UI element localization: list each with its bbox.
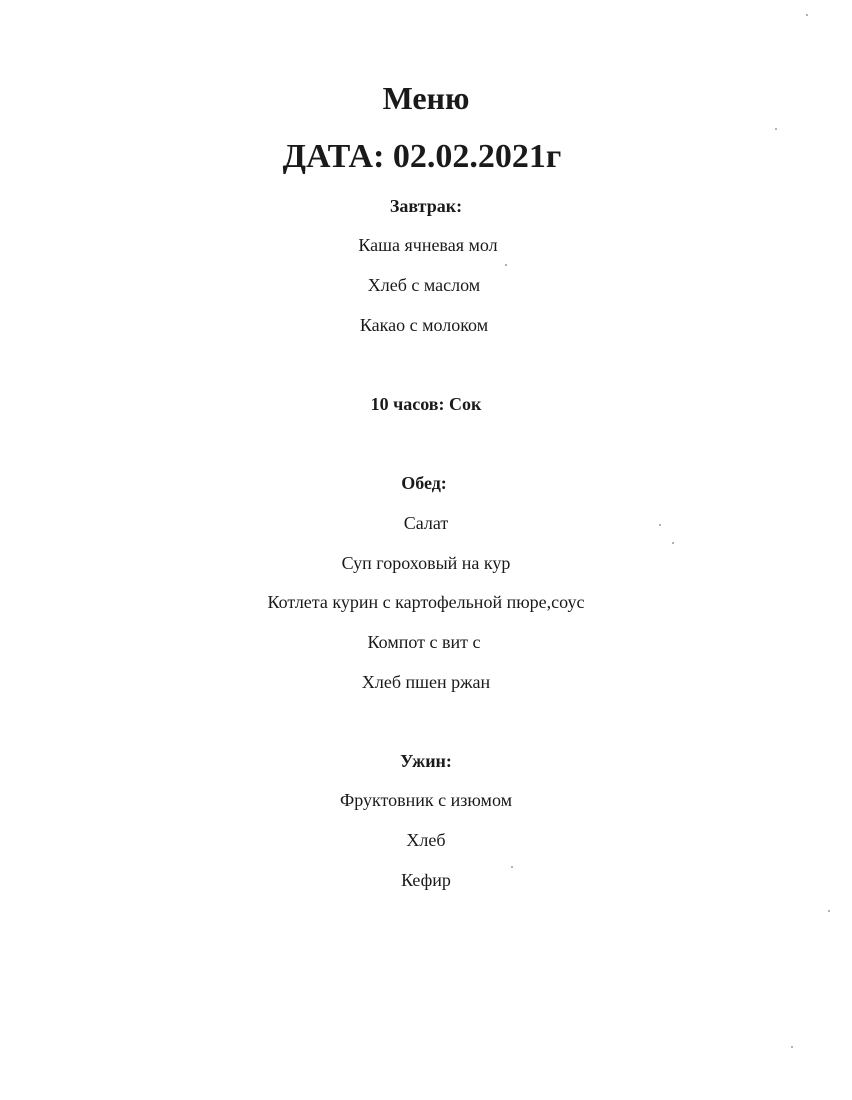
date-heading: ДАТА: 02.02.2021г xyxy=(282,138,562,175)
scan-speck xyxy=(828,910,830,912)
lunch-heading: Обед: xyxy=(401,473,447,493)
page-title: Меню xyxy=(382,80,470,116)
breakfast-item: Каша ячневая мол xyxy=(358,235,498,255)
scan-speck xyxy=(791,1046,793,1048)
dinner-item: Кефир xyxy=(401,870,451,890)
dinner-item: Фруктовник с изюмом xyxy=(339,790,512,810)
scan-speck xyxy=(806,14,808,16)
lunch-item: Котлета курин с картофельной пюре,соус xyxy=(267,592,585,612)
scan-speck xyxy=(672,542,674,544)
snack-heading: 10 часов: Сок xyxy=(370,394,482,414)
lunch-item: Компот с вит с xyxy=(367,632,481,652)
scan-speck xyxy=(505,264,507,266)
breakfast-heading: Завтрак: xyxy=(389,196,463,216)
scan-speck xyxy=(511,866,513,868)
dinner-item: Хлеб xyxy=(406,830,446,850)
dinner-heading: Ужин: xyxy=(400,751,452,771)
scan-speck xyxy=(659,524,661,526)
lunch-item: Суп гороховый на кур xyxy=(341,553,511,573)
scan-speck xyxy=(775,128,777,130)
breakfast-item: Хлеб с маслом xyxy=(367,275,481,295)
breakfast-item: Какао с молоком xyxy=(359,315,489,335)
lunch-item: Хлеб пшен ржан xyxy=(361,672,491,692)
lunch-item: Салат xyxy=(403,513,449,533)
